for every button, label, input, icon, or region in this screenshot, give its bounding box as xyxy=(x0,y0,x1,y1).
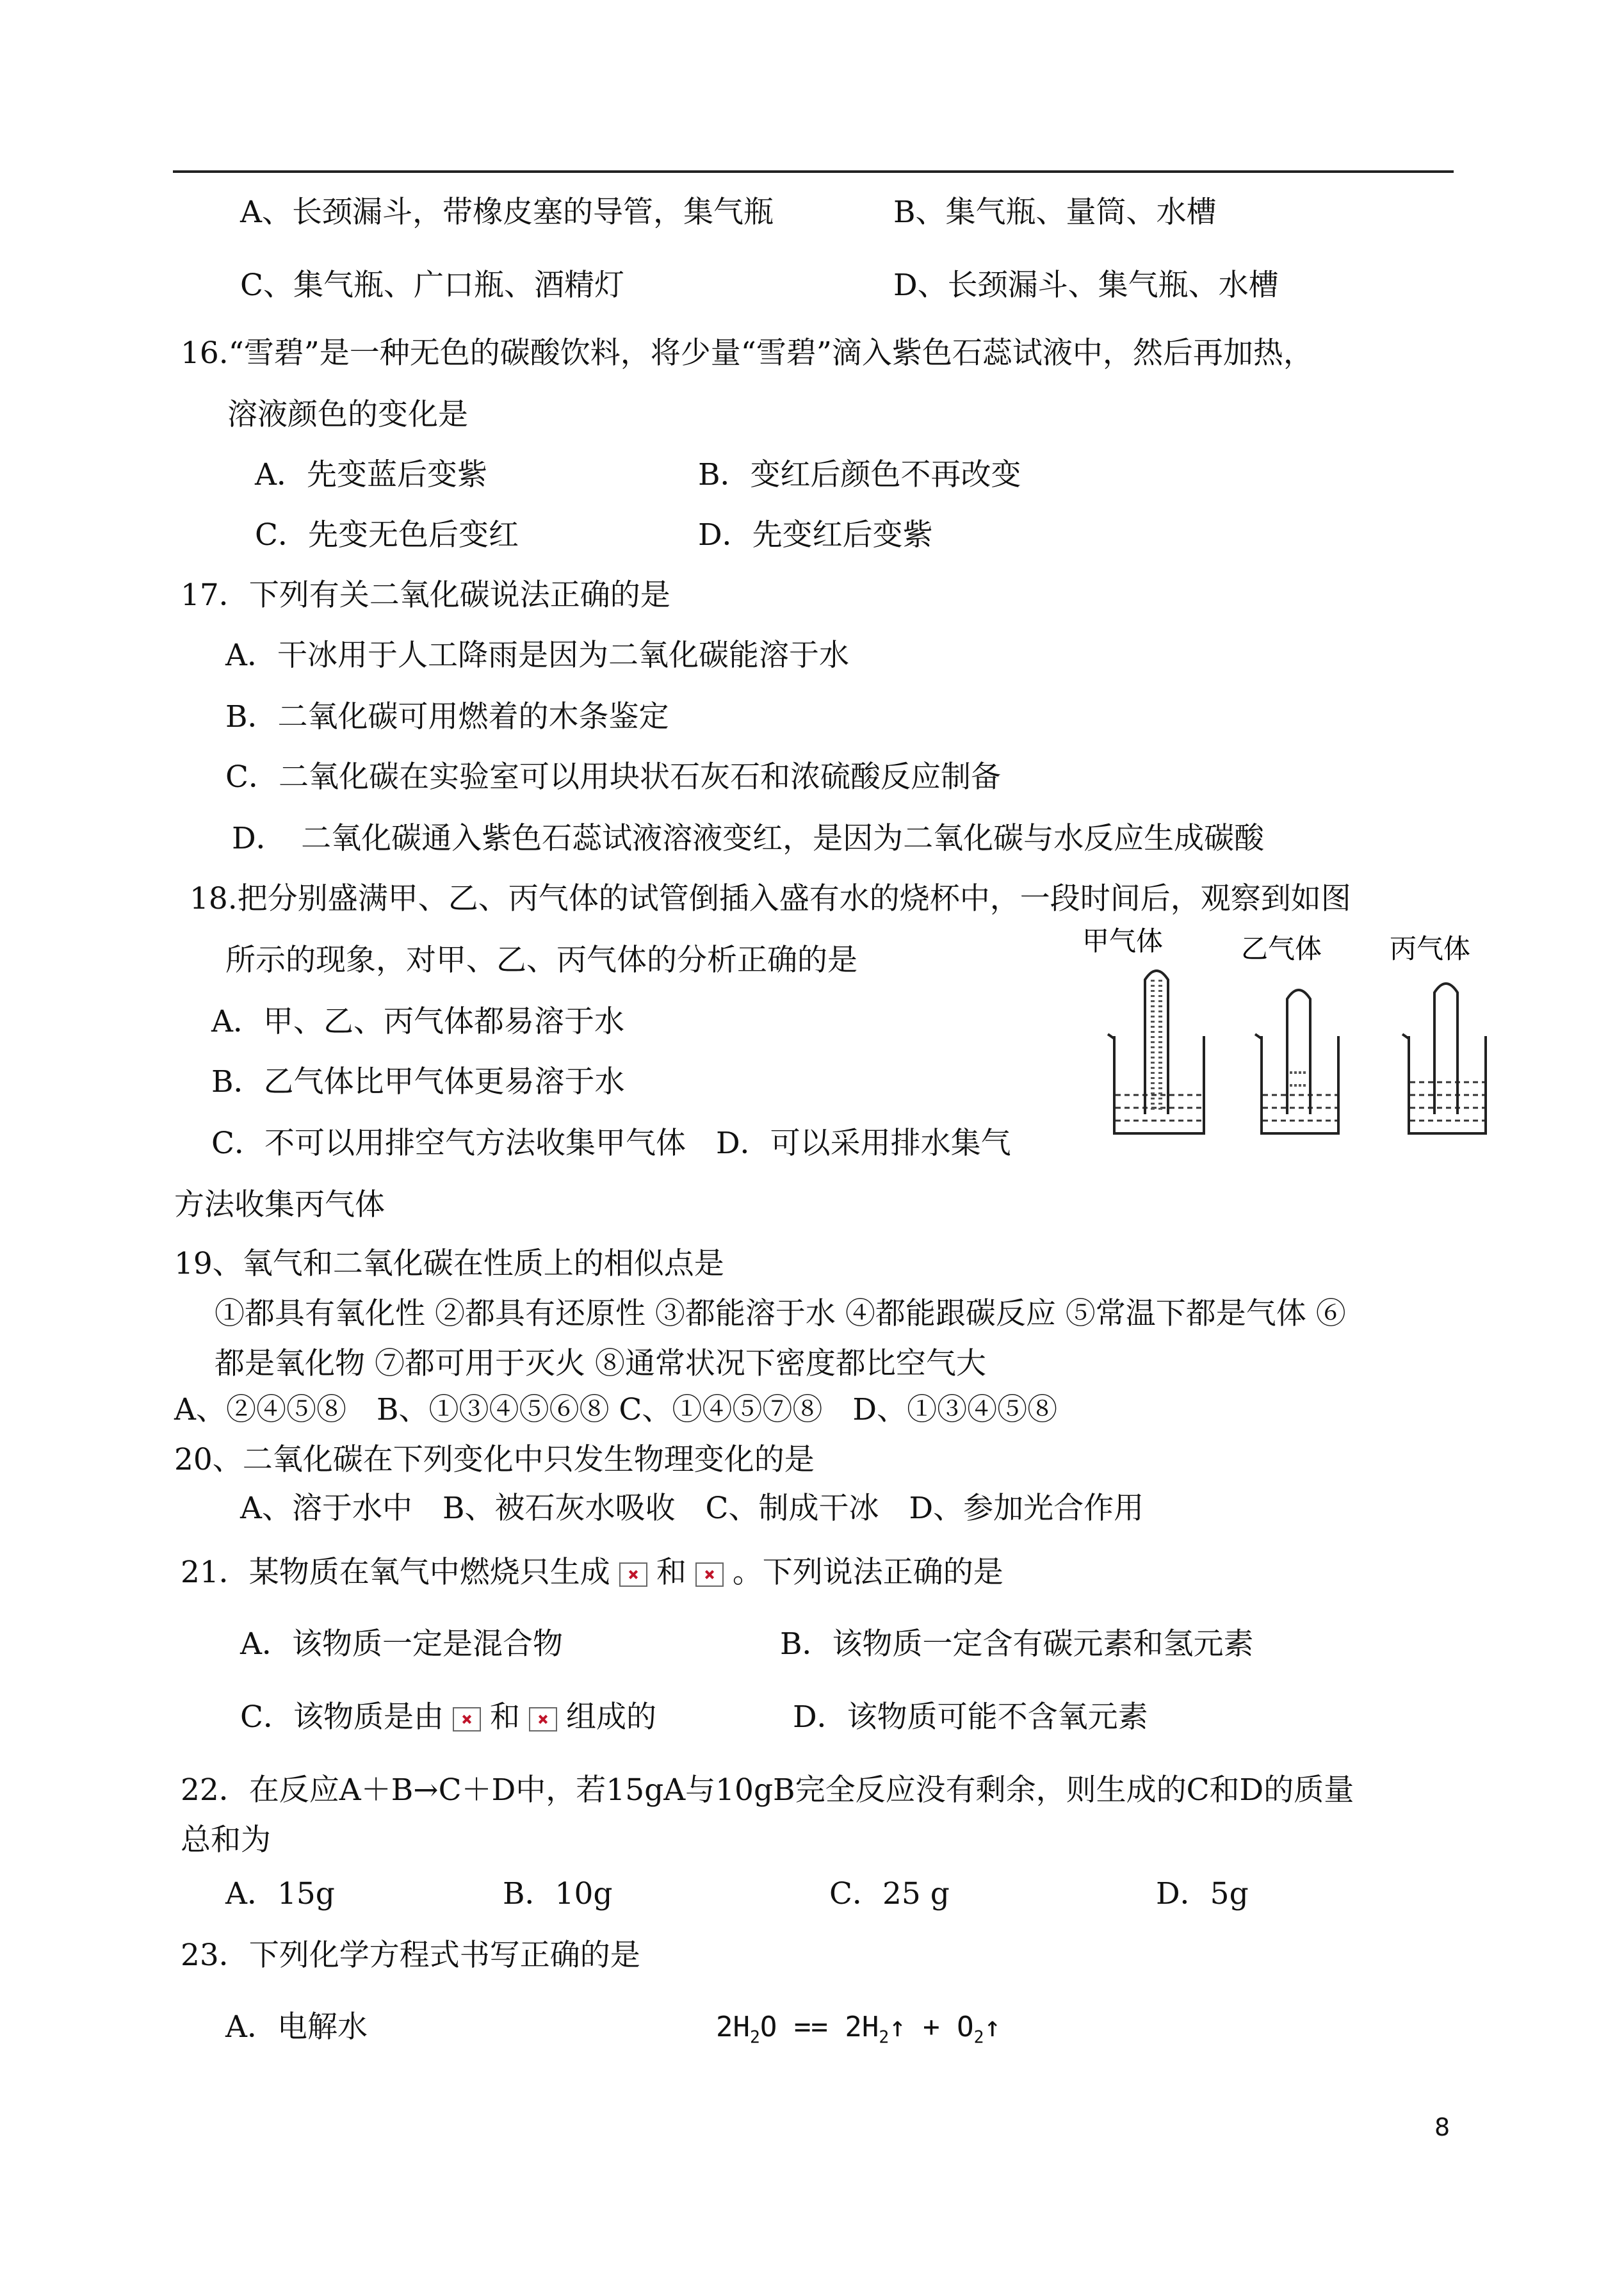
q22-option-b: B．10g xyxy=(503,1876,613,1911)
q16-stem-line1: 16.“雪碧”是一种无色的碳酸饮料，将少量“雪碧”滴入紫色石蕊试液中，然后再加热， xyxy=(181,336,1313,371)
q15-option-b: B、集气瓶、量筒、水槽 xyxy=(893,195,1217,230)
broken-image-icon xyxy=(529,1707,557,1731)
q22-option-c: C．25 g xyxy=(829,1876,950,1911)
q17-option-c: C．二氧化碳在实验室可以用块状石灰石和浓硫酸反应制备 xyxy=(225,759,1001,795)
q21-and: 和 xyxy=(656,1555,686,1590)
page-number: 8 xyxy=(1434,2113,1450,2141)
q17-stem: 17．下列有关二氧化碳说法正确的是 xyxy=(181,578,670,613)
q20-stem: 20、二氧化碳在下列变化中只发生物理变化的是 xyxy=(174,1442,815,1477)
q18-stem-line2: 所示的现象，对甲、乙、丙气体的分析正确的是 xyxy=(225,943,857,978)
broken-image-icon xyxy=(453,1707,481,1731)
eq-sub: 2 xyxy=(749,2027,760,2047)
eq-part: ↑ xyxy=(984,2011,1002,2043)
q21-option-c-and: 和 xyxy=(489,1699,520,1735)
q22-option-d: D．5g xyxy=(1156,1876,1249,1911)
gas-solubility-figure xyxy=(1069,922,1498,1159)
q16-option-a: A．先变蓝后变紫 xyxy=(255,457,487,492)
q16-option-d: D．先变红后变紫 xyxy=(698,517,933,553)
broken-image-icon xyxy=(619,1562,647,1587)
q21-option-c xyxy=(240,1698,656,1737)
fig-label-jia: 甲气体 xyxy=(1082,925,1164,957)
q18-option-b: B．乙气体比甲气体更易溶于水 xyxy=(211,1064,625,1099)
header-rule xyxy=(173,170,1454,173)
q16-option-b: B．变红后颜色不再改变 xyxy=(698,457,1021,492)
q21-option-a: A．该物质一定是混合物 xyxy=(240,1626,563,1662)
q21-stem xyxy=(181,1553,1003,1592)
q21-option-c-pre: C．该物质是由 xyxy=(240,1699,444,1735)
q20-options: A、溶于水中 B、被石灰水吸收 C、制成干冰 D、参加光合作用 xyxy=(240,1491,1144,1526)
q15-option-d: D、长颈漏斗、集气瓶、水槽 xyxy=(893,268,1279,303)
eq-sub: 2 xyxy=(973,2027,984,2047)
q21-option-c-post: 组成的 xyxy=(565,1699,656,1735)
eq-sub: 2 xyxy=(879,2027,889,2047)
beaker-yi xyxy=(1255,990,1338,1133)
q18-option-cd: C．不可以用排空气方法收集甲气体 D．可以采用排水集气 xyxy=(211,1126,1011,1161)
q18-option-cd-continued: 方法收集丙气体 xyxy=(174,1187,385,1222)
q19-items-line2: 都是氧化物 ⑦都可用于灭火 ⑧通常状况下密度都比空气大 xyxy=(215,1346,986,1381)
q22-option-a: A．15g xyxy=(225,1876,335,1911)
q23-option-a-equation xyxy=(716,2008,1001,2057)
q22-stem-line2: 总和为 xyxy=(181,1822,271,1858)
q18-option-a: A．甲、乙、丙气体都易溶于水 xyxy=(211,1004,624,1039)
q23-option-a-label: A．电解水 xyxy=(225,2009,368,2045)
eq-part: O == 2H xyxy=(759,2011,879,2043)
q21-option-b: B．该物质一定含有碳元素和氢元素 xyxy=(780,1626,1254,1662)
q17-option-b: B．二氧化碳可用燃着的木条鉴定 xyxy=(225,699,669,734)
q16-option-c: C．先变无色后变红 xyxy=(255,517,519,553)
fig-label-bing: 丙气体 xyxy=(1390,933,1471,964)
q19-stem: 19、氧气和二氧化碳在性质上的相似点是 xyxy=(174,1246,724,1281)
eq-part: ↑ + O xyxy=(889,2011,974,2043)
q17-option-a: A．干冰用于人工降雨是因为二氧化碳能溶于水 xyxy=(225,638,849,673)
q22-stem-line1: 22．在反应A＋B→C＋D中，若15gA与10gB完全反应没有剩余，则生成的C和D的质量 xyxy=(181,1772,1354,1808)
q19-options: A、②④⑤⑧ B、①③④⑤⑥⑧ C、①④⑤⑦⑧ D、①③④⑤⑧ xyxy=(174,1392,1058,1427)
q15-option-c: C、集气瓶、广口瓶、酒精灯 xyxy=(240,268,624,303)
beaker-bing xyxy=(1402,984,1486,1133)
fig-label-yi: 乙气体 xyxy=(1241,933,1322,964)
q18-stem-line1: 18.把分别盛满甲、乙、丙气体的试管倒插入盛有水的烧杯中，一段时间后，观察到如图 xyxy=(190,881,1351,916)
q19-items-line1: ①都具有氧化性 ②都具有还原性 ③都能溶于水 ④都能跟碳反应 ⑤常温下都是气体 ⑥ xyxy=(215,1296,1346,1331)
q21-option-d: D．该物质可能不含氧元素 xyxy=(793,1699,1148,1735)
q16-stem-line2: 溶液颜色的变化是 xyxy=(227,397,468,432)
q17-option-d: D． 二氧化碳通入紫色石蕊试液溶液变红，是因为二氧化碳与水反应生成碳酸 xyxy=(232,821,1265,856)
q21-stem-post: 。下列说法正确的是 xyxy=(732,1555,1003,1590)
broken-image-icon xyxy=(695,1562,724,1587)
q23-stem: 23．下列化学方程式书写正确的是 xyxy=(181,1938,640,1973)
beaker-jia xyxy=(1108,971,1204,1133)
q21-stem-pre: 21．某物质在氧气中燃烧只生成 xyxy=(181,1555,610,1590)
eq-part: 2H xyxy=(716,2011,750,2043)
q15-option-a: A、长颈漏斗，带橡皮塞的导管，集气瓶 xyxy=(240,195,774,230)
